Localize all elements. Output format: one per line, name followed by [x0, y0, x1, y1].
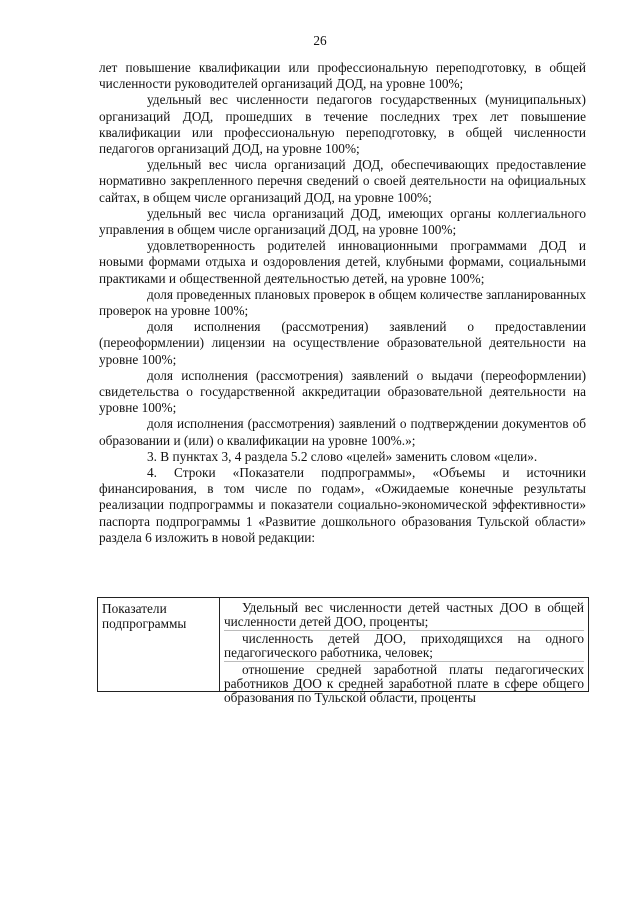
paragraph: лет повышение квалификации или профессиональную переподготовку, в общей численности руководителей организаций ДОД, на уровне 100%;: [99, 60, 586, 92]
indicators-table: [97, 597, 589, 705]
paragraph: удельный вес численности педагогов государственных (муниципальных) организаций ДОД, прошедших в течение последних трех лет повышение квалификации или профессиональную переподготовку, в общей численности педагогов организаций ДОД, на уровне 100%;: [99, 92, 586, 157]
paragraph: доля исполнения (рассмотрения) заявлений о выдачи (переоформлении) свидетельства о государственной аккредитации образовательной деятельности на уровне 100%;: [99, 367, 586, 416]
body-text: [99, 60, 586, 546]
table-left-cell: Показатели подпрограммы: [98, 598, 220, 691]
paragraph: удельный вес числа организаций ДОД, имеющих органы коллегиального управления в общем числе организаций ДОД, на уровне 100%;: [99, 205, 586, 238]
table-cell-line: численность детей ДОО, приходящихся на одного педагогического работника, человек;: [224, 631, 584, 660]
table-cell-line: Удельный вес численности детей частных ДОО в общей численности детей ДОО, проценты;: [224, 600, 584, 629]
table-cell-line: отношение средней заработной платы педагогических работников ДОО к средней заработной плате в сфере общего образования по Тульской области, проценты: [224, 662, 584, 705]
paragraph: доля исполнения (рассмотрения) заявлений о предоставлении (переоформлении) лицензии на осуществление образовательной деятельности на уровне 100%;: [99, 319, 586, 367]
paragraph: 4. Строки «Показатели подпрограммы», «Объемы и источники финансирования, в том числе по годам», «Ожидаемые конечные результаты реализации подпрограммы и показатели социально-экономической эффективности» паспорта подпрограммы 1 «Развитие дошкольного образования Тульской области» раздела 6 изложить в новой редакции:: [99, 465, 586, 545]
paragraph: удовлетворенность родителей инновационными программами ДОД и новыми формами отдыха и оздоровления детей, клубными формами, социальными практиками и общественной деятельностью детей, на уровне 100%;: [99, 238, 586, 286]
page-number: 26: [313, 33, 327, 48]
paragraph: доля проведенных плановых проверок в общем количестве запланированных проверок на уровне 100%;: [99, 286, 586, 319]
paragraph: удельный вес числа организаций ДОД, обеспечивающих предоставление нормативно закрепленного перечня сведений о своей деятельности на официальных сайтах, в общем числе организаций ДОД, на уровне 100%;: [99, 157, 586, 205]
paragraph: 3. В пунктах 3, 4 раздела 5.2 слово «целей» заменить словом «цели».: [147, 448, 538, 464]
table-right-cell: [220, 598, 588, 705]
paragraph: доля исполнения (рассмотрения) заявлений о подтверждении документов об образовании и (или) о квалификации на уровне 100%.»;: [99, 416, 586, 448]
